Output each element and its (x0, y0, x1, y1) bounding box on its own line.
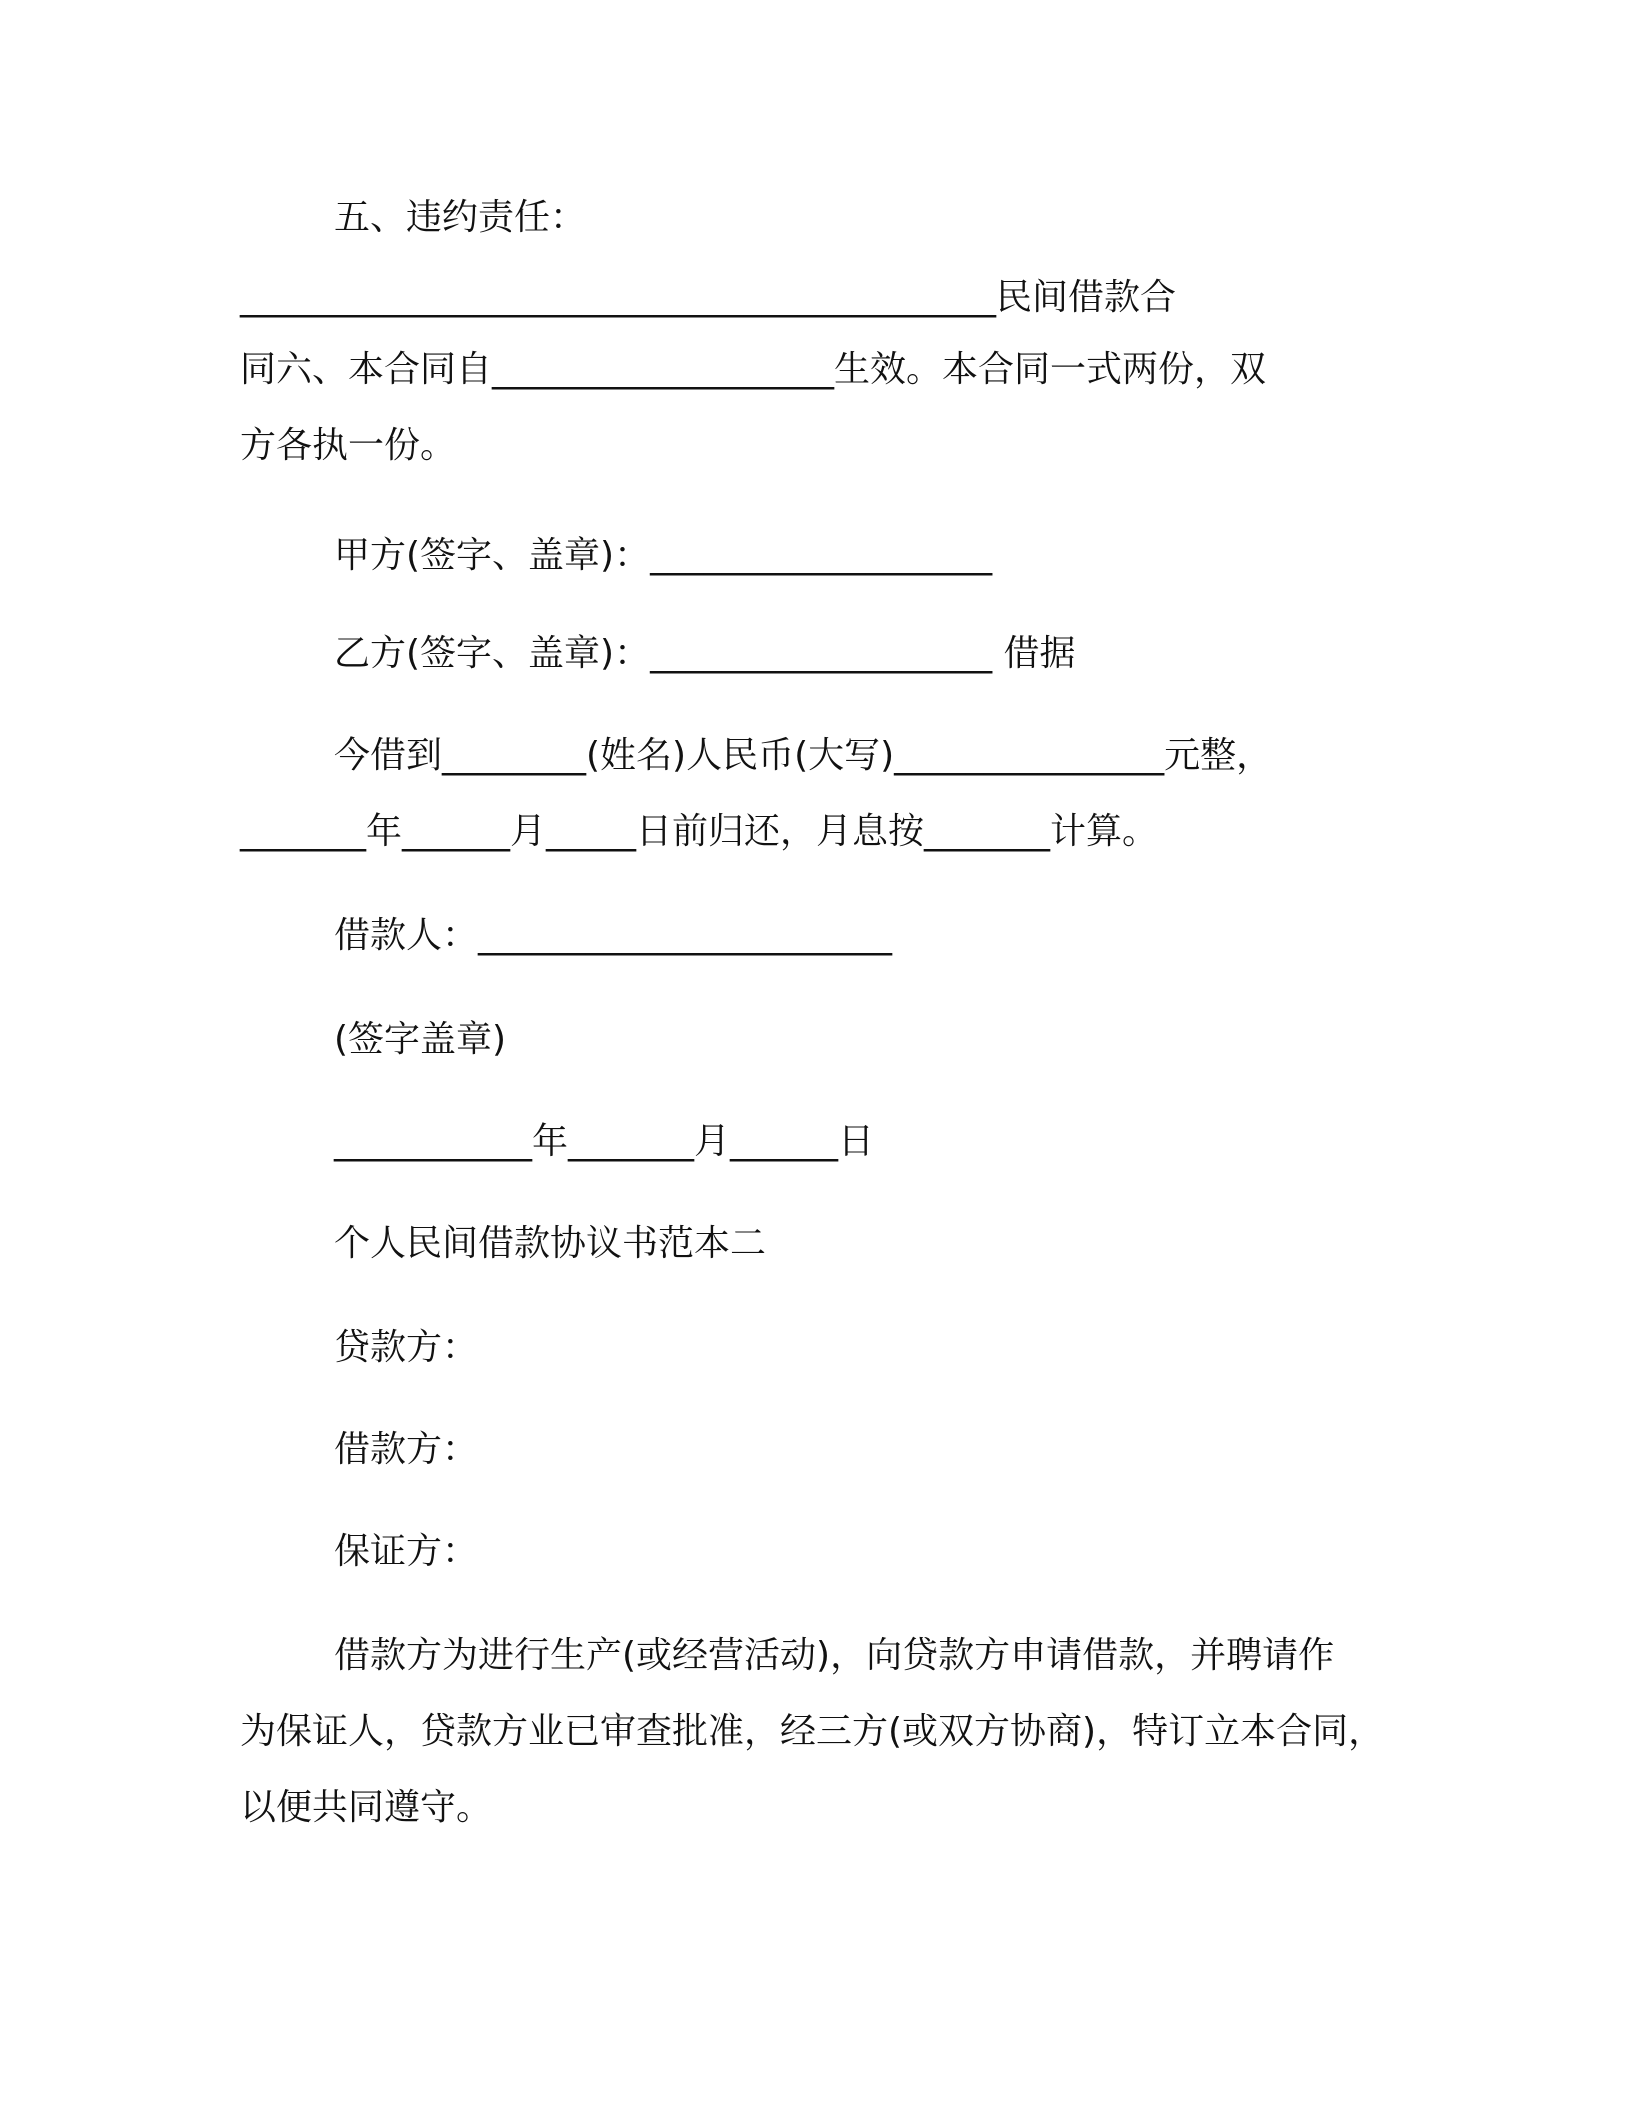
body-line: 方各执一份。 (240, 425, 457, 466)
signature-seal-note: (签字盖章) (334, 1019, 507, 1060)
borrower-field: 借款方： (334, 1429, 479, 1470)
party-b-signature-line: 乙方(签字、盖章)：___________________ 借据 (334, 633, 1076, 674)
iou-body-line: 今借到________(姓名)人民币(大写)_______________元整， (334, 735, 1273, 776)
preamble-line: 为保证人，贷款方业已审查批准，经三方(或双方协商)，特订立本合同， (240, 1711, 1385, 1752)
iou-body-line: _______年______月_____日前归还，月息按_______计算。 (240, 811, 1159, 852)
preamble-line: 以便共同遵守。 (240, 1787, 493, 1828)
lender-field: 贷款方： (334, 1327, 479, 1368)
borrower-signature-line: 借款人：_______________________ (334, 915, 893, 956)
body-line: __________________________________________民间借款合 (240, 277, 1177, 318)
date-line: ___________年_______月______日 (334, 1121, 874, 1162)
section-five-heading: 五、违约责任： (334, 197, 587, 238)
template-two-title: 个人民间借款协议书范本二 (334, 1223, 767, 1264)
preamble-line: 借款方为进行生产(或经营活动)，向贷款方申请借款，并聘请作 (334, 1635, 1335, 1676)
body-line: 同六、本合同自___________________生效。本合同一式两份，双 (240, 349, 1267, 390)
guarantor-field: 保证方： (334, 1531, 479, 1572)
party-a-signature-line: 甲方(签字、盖章)：___________________ (334, 535, 993, 576)
